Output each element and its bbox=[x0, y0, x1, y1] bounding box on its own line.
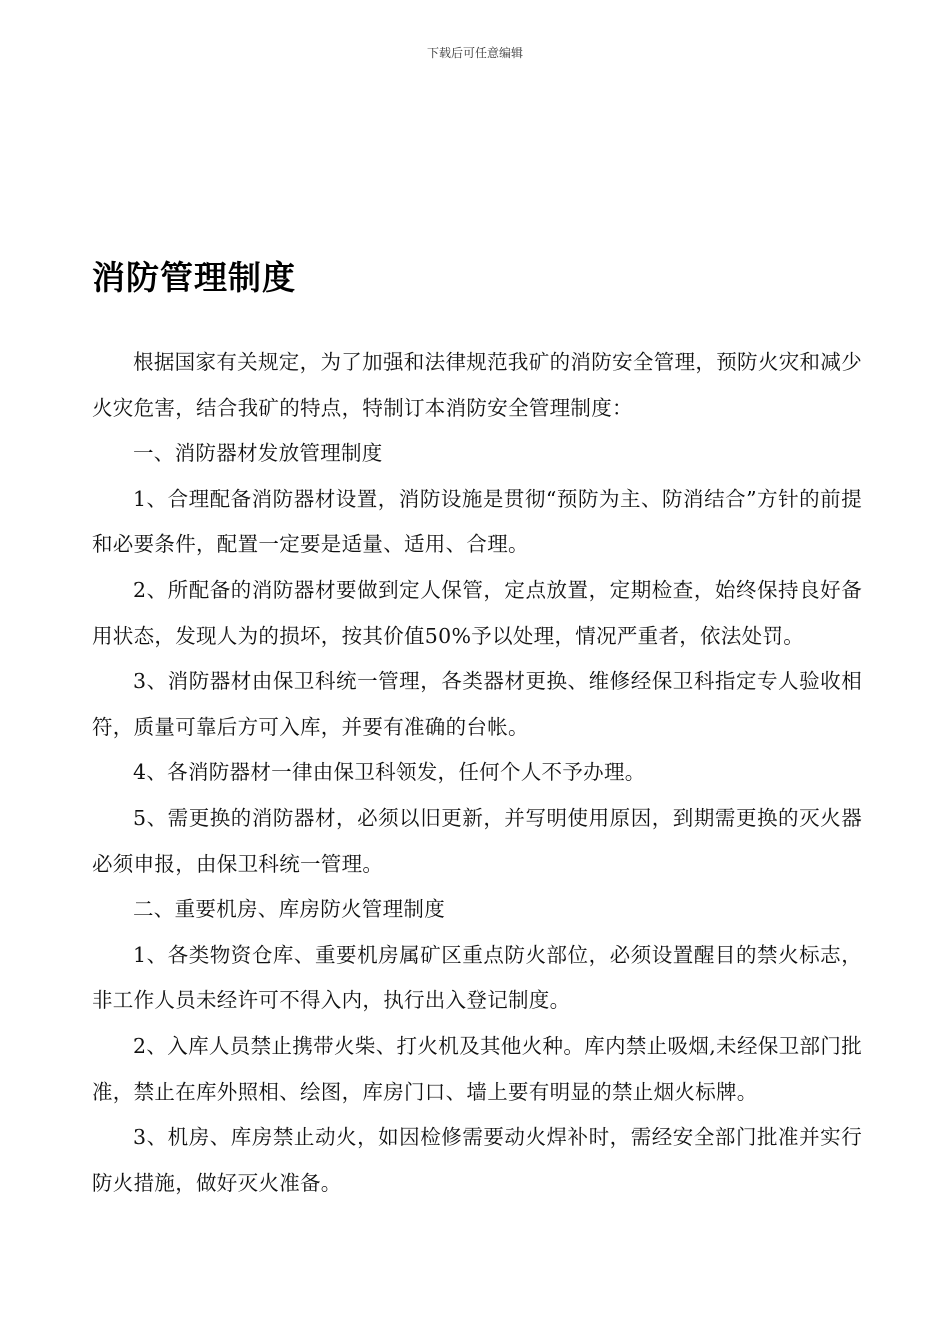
intro-paragraph: 根据国家有关规定，为了加强和法律规范我矿的消防安全管理，预防火灾和减少火灾危害，结合我矿的特点，特制订本消防安全管理制度： bbox=[92, 350, 862, 420]
section-1-item-3: 3、消防器材由保卫科统一管理，各类器材更换、维修经保卫科指定专人验收相符，质量可靠后方可入库，并要有准确的台帐。 bbox=[92, 669, 862, 739]
document-title: 消防管理制度 bbox=[92, 258, 296, 297]
section-1-item-2: 2、所配备的消防器材要做到定人保管，定点放置，定期检查，始终保持良好备用状态，发现人为的损坏，按其价值50%予以处理，情况严重者，依法处罚。 bbox=[92, 577, 862, 648]
section-1-item-4: 4、各消防器材一律由保卫科领发，任何个人不予办理。 bbox=[133, 760, 646, 785]
section-heading-1: 一、消防器材发放管理制度 bbox=[133, 441, 383, 466]
section-1-item-5: 5、需更换的消防器材，必须以旧更新，并写明使用原因，到期需更换的灭火器必须申报，由保卫科统一管理。 bbox=[92, 805, 862, 876]
section-2-item-3: 3、机房、库房禁止动火，如因检修需要动火焊补时，需经安全部门批准并实行防火措施，做好灭火准备。 bbox=[92, 1125, 862, 1195]
header-note: 下载后可任意编辑 bbox=[426, 46, 523, 60]
section-2-item-2: 2、入库人员禁止携带火柴、打火机及其他火种。库内禁止吸烟,未经保卫部门批准，禁止在库外照相、绘图，库房门口、墙上要有明显的禁止烟火标牌。 bbox=[92, 1033, 862, 1104]
section-1-item-1: 1、合理配备消防器材设置，消防设施是贯彻“预防为主、防消结合”方针的前提和必要条件，配置一定要是适量、适用、合理。 bbox=[92, 486, 862, 557]
section-heading-2: 二、重要机房、库房防火管理制度 bbox=[133, 897, 445, 922]
document-body bbox=[92, 340, 862, 1206]
section-2-item-1: 1、各类物资仓库、重要机房属矿区重点防火部位，必须设置醒目的禁火标志，非工作人员未经许可不得入内，执行出入登记制度。 bbox=[92, 942, 862, 1013]
